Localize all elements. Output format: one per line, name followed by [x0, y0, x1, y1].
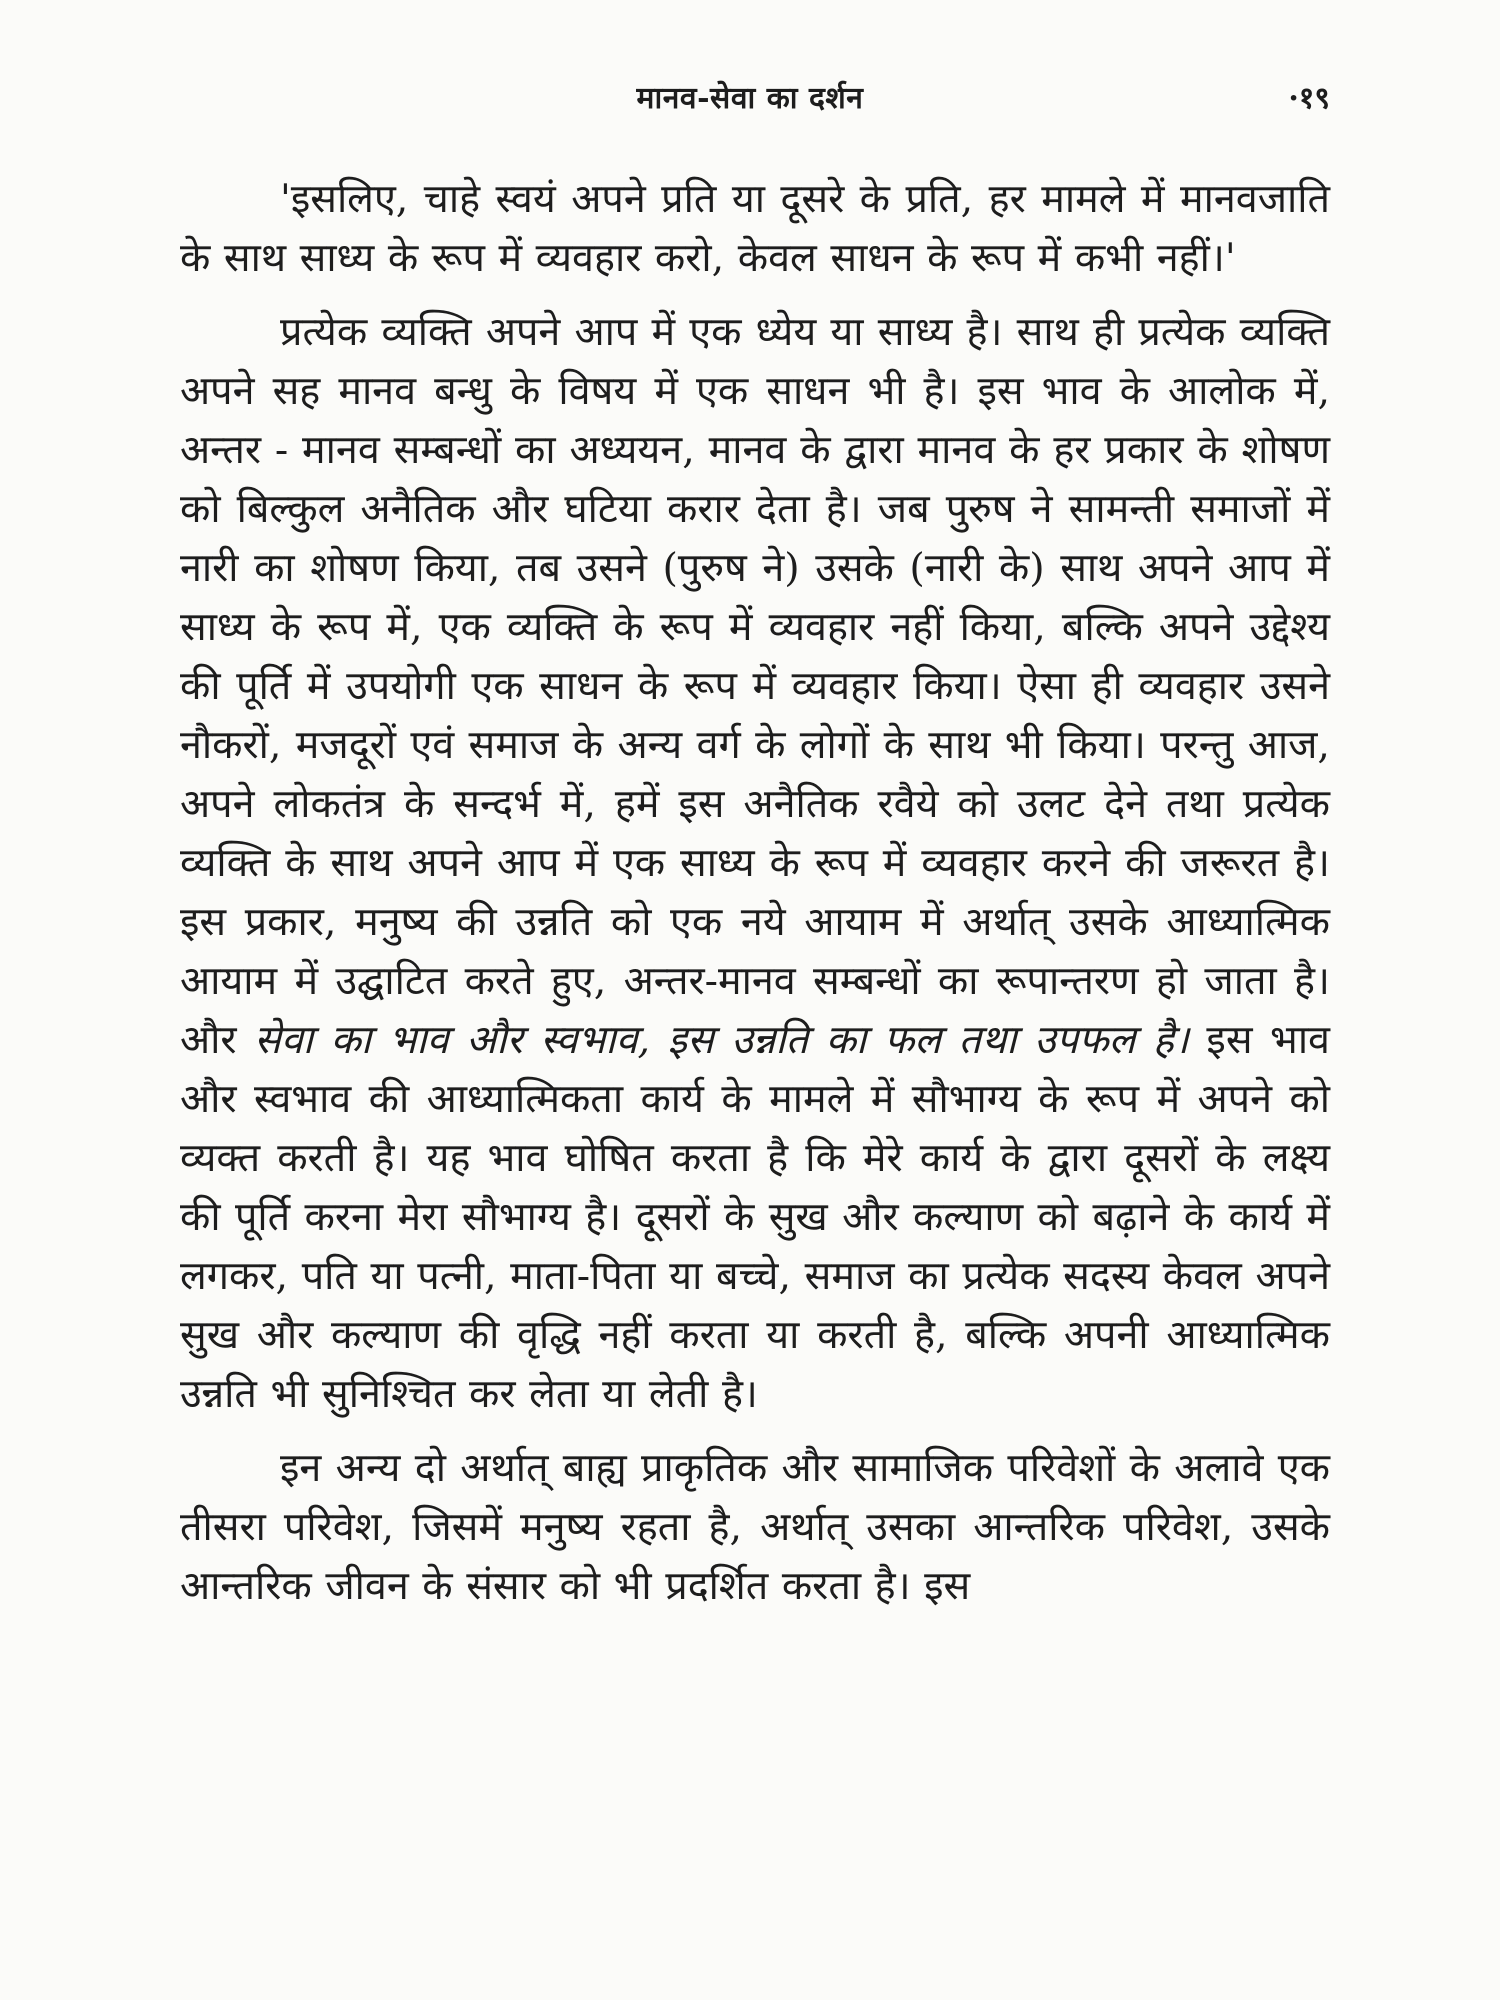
page-number: ·१९ [1288, 81, 1330, 116]
paragraph-1-text: 'इसलिए, चाहे स्वयं अपने प्रति या दूसरे के प्रति, हर मामले में मानवजाति के साथ साध्य के रूप में व्यवहार करो, केवल साधन के रूप में कभी नहीं।' [180, 176, 1330, 281]
paragraph-2-emphasis: सेवा का भाव और स्वभाव, इस उन्नति का फल तथा उपफल है। [254, 1017, 1189, 1063]
body-text [180, 170, 1330, 1631]
paragraph-2 [180, 303, 1330, 1424]
paragraph-3 [180, 1439, 1330, 1616]
paragraph-3-text: इन अन्य दो अर्थात् बाह्य प्राकृतिक और सामाजिक परिवेशों के अलावे एक तीसरा परिवेश, जिसमें मनुष्य रहता है, अर्थात् उसका आन्तरिक परिवेश, उसके आन्तरिक जीवन के संसार को भी प्रदर्शित करता है। इस [180, 1445, 1330, 1609]
paragraph-1 [180, 170, 1330, 288]
running-title: मानव-सेवा का दर्शन [636, 81, 864, 116]
page-header [0, 70, 1500, 130]
paragraph-2-text: प्रत्येक व्यक्ति अपने आप में एक ध्येय या साध्य है। साथ ही प्रत्येक व्यक्ति अपने सह मानव बन्धु के विषय में एक साधन भी है। इस भाव के आलोक में, अन्तर - मानव सम्बन्धों का अध्ययन, मानव के द्वारा मानव के हर प्रकार के शोषण को बिल्कुल अनैतिक और घटिया करार देता है। जब पुरुष ने सामन्ती समाजों में नारी का शोषण किया, तब उसने (पुरुष ने) उसके (नारी के) साथ अपने आप में साध्य के रूप में, एक व्यक्ति के रूप में व्यवहार नहीं किया, बल्कि अपने उद्देश्य की पूर्ति में उपयोगी एक साधन के रूप में व्यवहार किया। ऐसा ही व्यवहार उसने नौकरों, मजदूरों एवं समाज के अन्य वर्ग के लोगों के साथ भी किया। परन्तु आज, अपने लोकतंत्र के सन्दर्भ में, हमें इस अनैतिक रवैये को उलट देने तथा प्रत्येक व्यक्ति के साथ अपने आप में एक साध्य के रूप में व्यवहार करने की जरूरत है। इस प्रकार, मनुष्य की उन्नति को एक नये आयाम में अर्थात् उसके आध्यात्मिक आयाम में उद्घाटित करते हुए, अन्तर-मानव सम्बन्धों का रूपान्तरण हो जाता है। और [180, 309, 1330, 1063]
paragraph-2-text-after: इस भाव और स्वभाव की आध्यात्मिकता कार्य के मामले में सौभाग्य के रूप में अपने को व्यक्त करती है। यह भाव घोषित करता है कि मेरे कार्य के द्वारा दूसरों के लक्ष्य की पूर्ति करना मेरा सौभाग्य है। दूसरों के सुख और कल्याण को बढ़ाने के कार्य में लगकर, पति या पत्नी, माता-पिता या बच्चे, समाज का प्रत्येक सदस्य केवल अपने सुख और कल्याण की वृद्धि नहीं करता या करती है, बल्कि अपनी आध्यात्मिक उन्नति भी सुनिश्चित कर लेता या लेती है। [180, 1017, 1331, 1417]
